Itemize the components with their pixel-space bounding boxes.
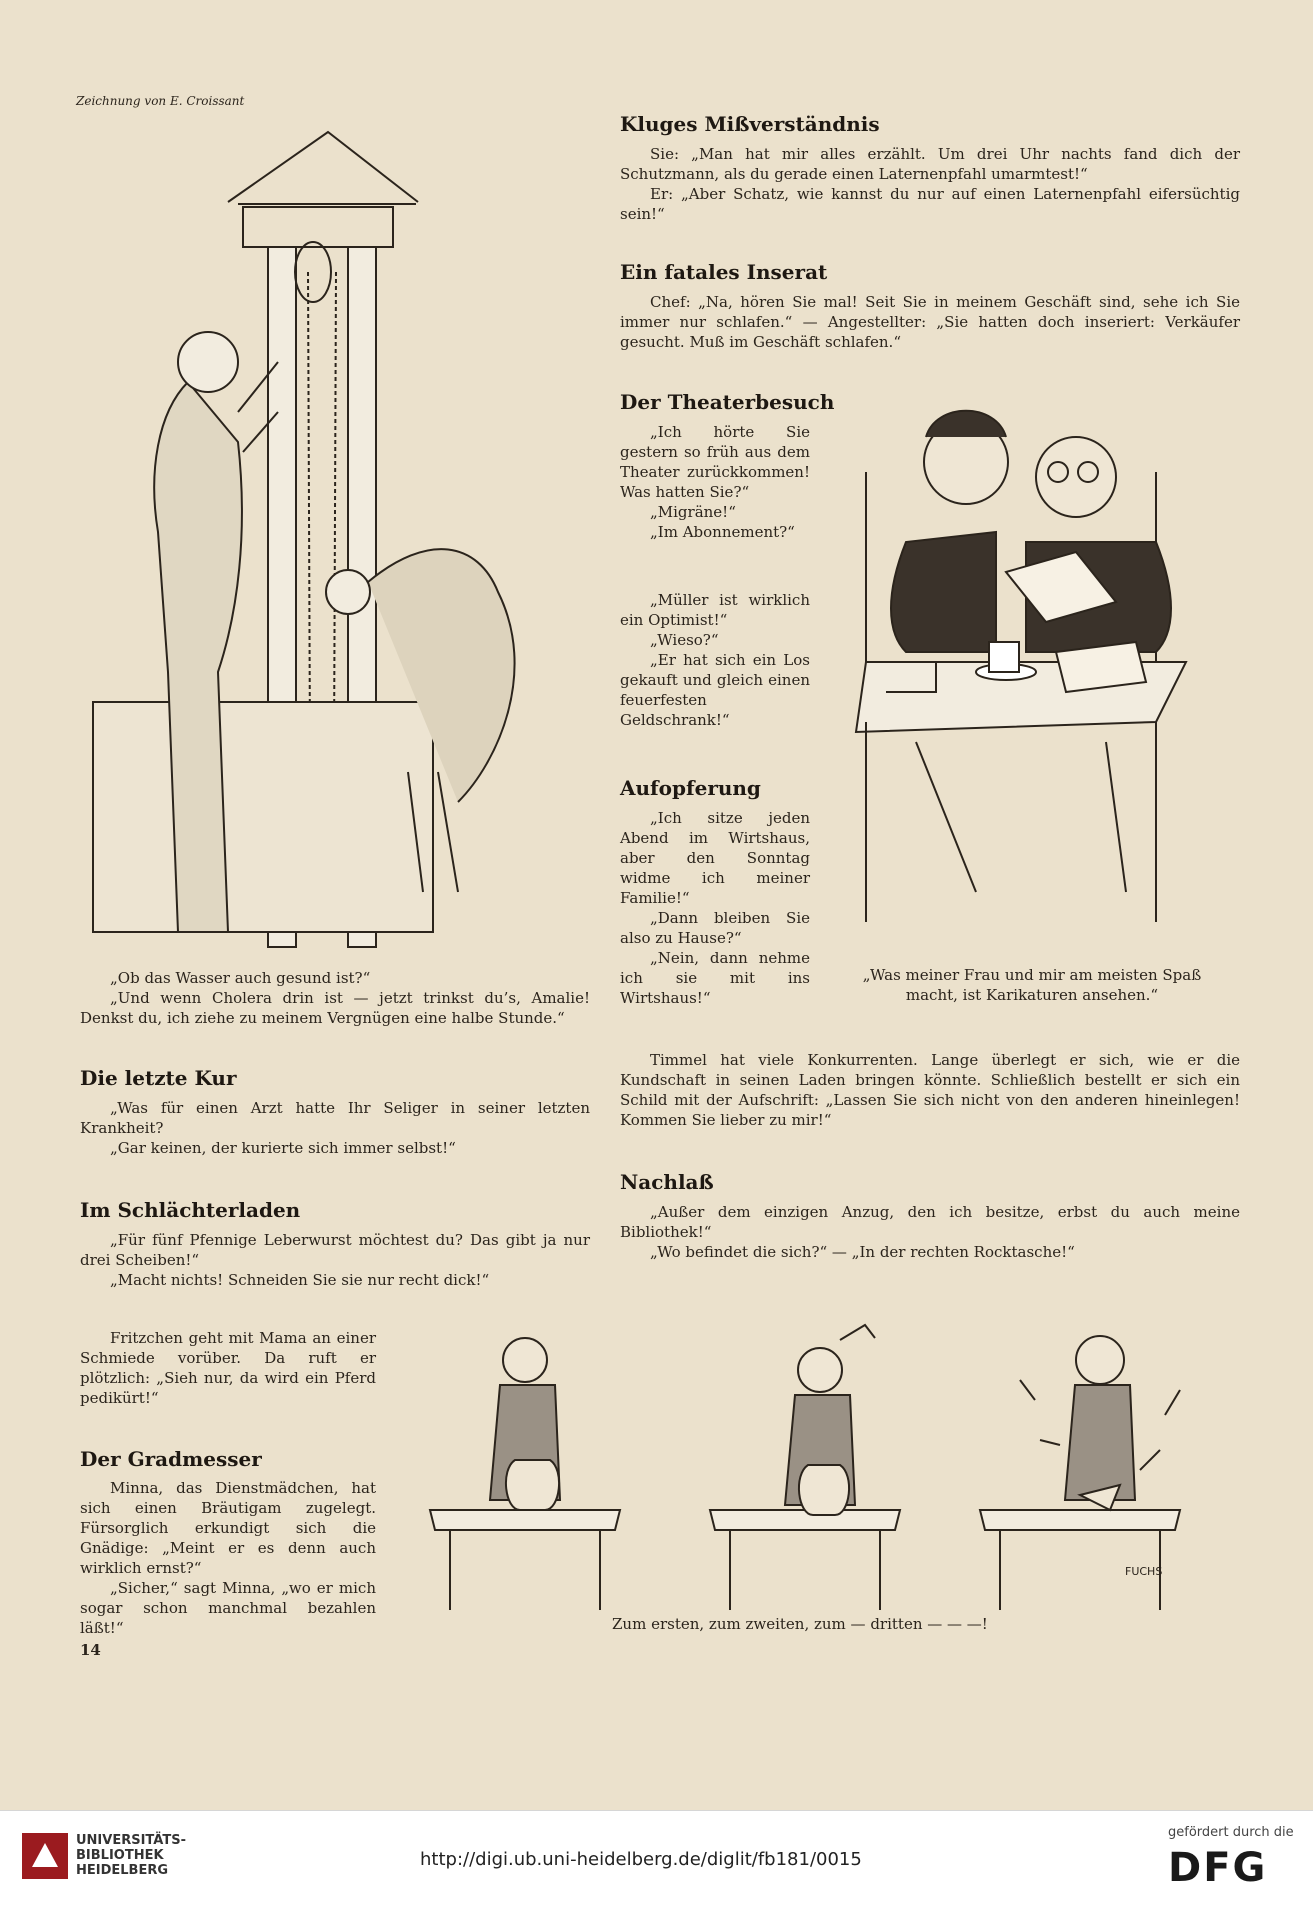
text-nachlass: „Außer dem einzigen Anzug, den ich besitze, erbst du auch meine Bibliothek!“ „Wo befindet die sich?“ — „In der rechten Rocktasche!“ <box>620 1203 1240 1261</box>
caption-line-2: „Und wenn Cholera drin ist — jetzt trinkst du’s, Amalie! Denkst du, ich ziehe zu meinem Vergnügen eine halbe Stunde.“ <box>80 989 590 1027</box>
heading-im-schlaechterladen: Im Schlächterladen <box>80 1198 301 1222</box>
text-fritzchen: Fritzchen geht mit Mama an einer Schmiede vorüber. Da ruft er plötzlich: „Sieh nur, da wird ein Pferd pedikürt!“ <box>80 1329 376 1407</box>
heading-der-gradmesser: Der Gradmesser <box>80 1447 262 1471</box>
library-name: UNIVERSITÄTS- BIBLIOTHEK HEIDELBERG <box>76 1833 186 1878</box>
heading-kluges-missverstaendnis: Kluges Mißverständnis <box>620 112 880 136</box>
digitization-footer <box>0 1810 1313 1910</box>
heading-ein-fatales-inserat: Ein fatales Inserat <box>620 260 828 284</box>
text-mueller-optimist: „Müller ist wirklich ein Optimist!“ „Wieso?“ „Er hat sich ein Los gekauft und gleich einen feuerfesten Geldschrank!“ <box>620 591 810 729</box>
heading-aufopferung: Aufopferung <box>620 776 761 800</box>
text-ein-fatales-inserat: Chef: „Na, hören Sie mal! Seit Sie in meinem Geschäft sind, sehe ich Sie immer nur schlafen.“ — Angestellter: „Sie hatten doch inseriert: Verkäufer gesucht. Muß im Geschäft schlafen.“ <box>620 293 1240 351</box>
cafe-caption: „Was meiner Frau und mir am meisten Spaß macht, ist Karikaturen ansehen.“ <box>862 966 1202 1004</box>
heading-die-letzte-kur: Die letzte Kur <box>80 1066 237 1090</box>
funding-note: gefördert durch die <box>1168 1825 1294 1840</box>
dfg-logo: DFG <box>1168 1845 1268 1891</box>
permalink-url[interactable]: http://digi.ub.uni-heidelberg.de/diglit/fb181/0015 <box>420 1849 862 1870</box>
text-die-letzte-kur: „Was für einen Arzt hatte Ihr Seliger in seiner letzten Krankheit? „Gar keinen, der kurierte sich immer selbst!“ <box>80 1099 590 1157</box>
caption-line-1: „Ob das Wasser auch gesund ist?“ <box>110 969 371 987</box>
text-kluges-missverstaendnis: Sie: „Man hat mir alles erzählt. Um drei Uhr nachts fand dich der Schutzmann, als du gerade einen Laternenpfahl umarmtest!“ Er: „Aber Schatz, wie kannst du nur auf einen Laternenpfahl eifersüchtig sein!“ <box>620 145 1240 223</box>
text-der-theaterbesuch: „Ich hörte Sie gestern so früh aus dem Theater zurückkommen! Was hatten Sie?“ „Migräne!“ „Im Abonnement?“ <box>620 423 810 541</box>
university-logo-icon <box>22 1833 68 1879</box>
well-cartoon-illustration <box>78 112 598 962</box>
text-aufopferung: „Ich sitze jeden Abend im Wirtshaus, aber den Sonntag widme ich meiner Familie!“ „Dann bleiben Sie also zu Hause?“ „Nein, dann nehme ich sie mit ins Wirtshaus!“ <box>620 809 810 1007</box>
text-der-gradmesser: Minna, das Dienstmädchen, hat sich einen Bräutigam zugelegt. Fürsorglich erkundigt sich die Gnädige: „Meint er es denn auch wirklich ernst?“ „Sicher,“ sagt Minna, „wo er mich sogar schon manchmal bezahlen läßt!“ <box>80 1479 376 1637</box>
auction-comic-strip <box>420 1320 1250 1620</box>
illustration-credit: Zeichnung von E. Croissant <box>76 94 245 108</box>
heading-der-theaterbesuch: Der Theaterbesuch <box>620 390 835 414</box>
page-number: 14 <box>80 1641 101 1659</box>
well-cartoon-caption <box>80 968 590 1028</box>
text-timmel: Timmel hat viele Konkurrenten. Lange überlegt er sich, wie er die Kundschaft in seinen Laden bringen könnte. Schließlich bestellt er sich ein Schild mit der Aufschrift: „Lassen Sie sich nicht von den anderen hineinlegen! Kommen Sie lieber zu mir!“ <box>620 1051 1240 1129</box>
text-im-schlaechterladen: „Für fünf Pfennige Leberwurst möchtest du? Das gibt ja nur drei Scheiben!“ „Macht nichts! Schneiden Sie sie nur recht dick!“ <box>80 1231 590 1289</box>
heading-nachlass: Nachlaß <box>620 1170 714 1194</box>
strip-signature: FUCHS <box>1125 1565 1163 1578</box>
cafe-couple-illustration <box>826 392 1246 952</box>
comic-strip-caption: Zum ersten, zum zweiten, zum — dritten — — —! <box>612 1615 988 1633</box>
